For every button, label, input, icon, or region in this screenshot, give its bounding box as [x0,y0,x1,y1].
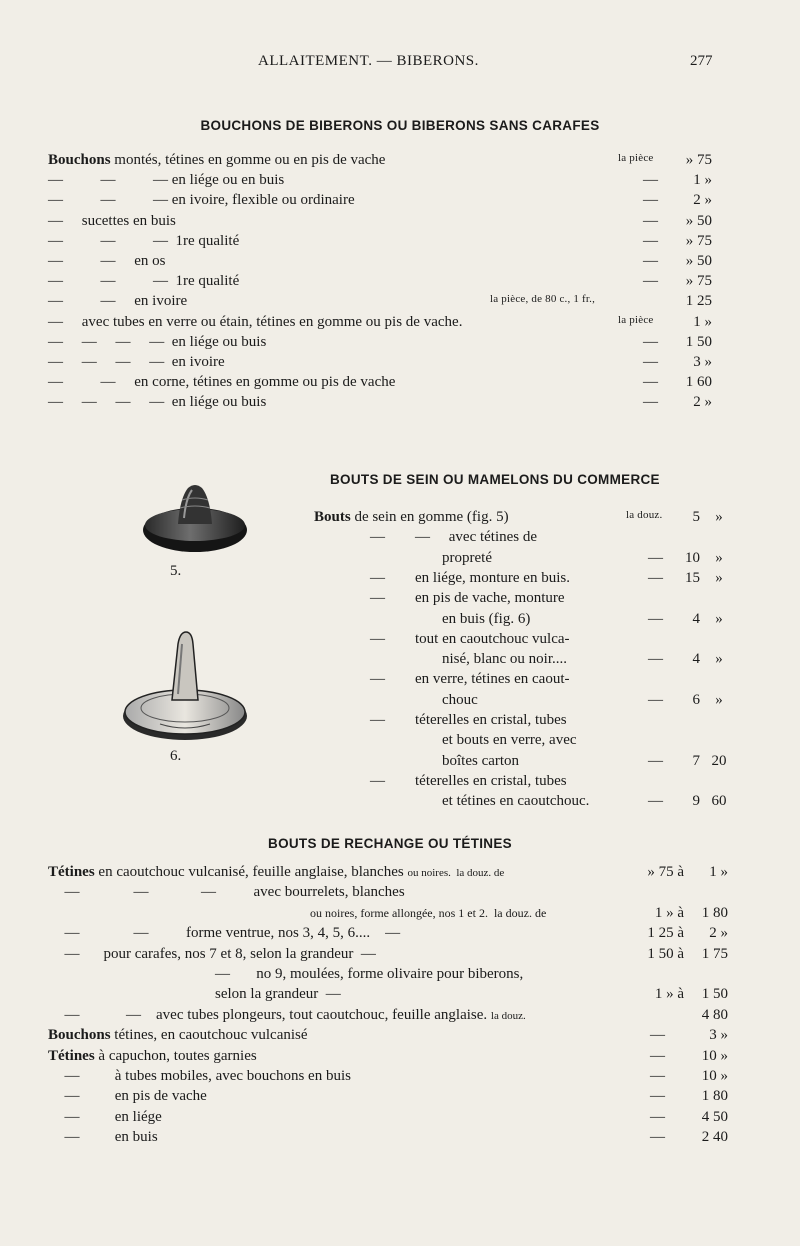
price-row [0,374,800,394]
price-row [0,273,800,293]
item-lead: — [64,1068,80,1084]
item-text: en buis (fig. 6) [442,610,531,627]
price-from: 1 50 à [647,945,684,962]
item-lead: — — — — [48,394,165,411]
price: » 75 [685,152,712,168]
price-to: 2 » [709,925,728,942]
price-row [0,773,800,793]
item-description [48,172,284,189]
item-text: à tubes mobiles, avec bouchons en buis [96,1068,351,1084]
unit-label: — [643,172,658,189]
price-to: 4 50 [701,1108,728,1125]
item-lead: — [48,212,63,229]
item-text: à capuchon, toutes garnies [94,1047,257,1064]
price-row [0,1109,800,1129]
item-description [48,293,187,310]
item-description [48,1068,351,1085]
item-description [48,925,400,942]
price-row [0,946,800,966]
price-row [0,213,800,233]
item-lead: Tétines [48,1047,95,1064]
price-row [0,1048,800,1068]
item-lead: — — — — [48,354,165,370]
price: 1 25 [685,293,712,310]
price-row [0,1129,800,1149]
item-description [48,394,266,411]
unit-label: ou noires, forme allongée, nos 1 et 2. la douz. de [310,905,547,920]
item-text: boîtes carton [442,752,520,769]
item-text: — tout en caoutchouc vulca- [370,630,570,647]
unit-label: — [650,1047,665,1064]
price: 1 50 [685,333,712,350]
unit-label: — [643,253,658,269]
price-centimes: » [715,651,723,668]
item-description [48,334,266,351]
price-row [0,354,800,374]
item-text: — avec tubes plongeurs, tout caoutchouc, feuille anglaise. [96,1006,488,1023]
item-text: avec tubes en verre ou étain, tétines en gomme ou pis de vache. [63,313,463,330]
item-description [48,152,385,169]
item-description [48,1088,207,1105]
price-from: 1 » à [654,986,684,1003]
price-francs: 7 [692,752,700,769]
item-description [48,233,239,250]
unit-label: — [648,549,663,566]
item-text: — — avec bourrelets, blanches [96,884,405,901]
item-text: en pis de vache [96,1088,207,1105]
price-row [0,1088,800,1108]
item-text: nisé, blanc ou noir.... [442,651,567,668]
price-to: 3 » [709,1027,728,1044]
price-francs: 4 [692,610,700,627]
running-title: ALLAITEMENT. — BIBERONS. [258,53,479,69]
unit-label: — [643,354,658,370]
unit-label: la douz. [490,1009,526,1022]
price-row [0,884,800,904]
price: » 75 [685,232,712,249]
unit-label: — [648,793,663,810]
item-description [310,905,546,922]
item-description [48,1007,526,1024]
item-text: tétines, en caoutchouc vulcanisé [110,1027,308,1044]
item-lead: Bouchons [48,152,111,168]
item-text: en buis [96,1129,158,1146]
item-description [48,1109,162,1126]
item-text: — téterelles en cristal, tubes [370,772,567,789]
price-francs: 15 [685,569,700,586]
item-text: et tétines en caoutchouc. [442,793,590,810]
item-text: 1re qualité [168,232,240,249]
unit-label: — [648,610,663,627]
price-row [0,314,800,334]
price-row [0,253,800,273]
price-to: 10 » [701,1068,728,1084]
price-row [0,864,800,884]
item-description [48,1048,257,1065]
item-text: en corne, tétines en gomme ou pis de vache [115,374,396,391]
item-text: en liége ou buis [164,394,267,411]
item-lead: — — — — [48,333,165,350]
item-description [48,1027,308,1044]
price-row [0,732,800,752]
figure-5-label: 5. [170,563,182,579]
section-title-bouts-de-rechange: BOUTS DE RECHANGE OU TÉTINES [268,836,512,851]
item-text: propreté [442,549,492,566]
unit-label: — [643,333,658,350]
running-header [0,53,800,73]
unit-label: ou noires. la douz. de [407,867,505,879]
page-number: 277 [690,53,713,69]
item-text: pour carafes, nos 7 et 8, selon la grandeur — [96,945,376,962]
unit-label: — [650,1068,665,1084]
item-lead: — — — [48,273,168,290]
unit-label: — [643,192,658,209]
item-lead: — [64,1108,80,1125]
item-description [48,213,176,230]
unit-label: — [648,691,663,708]
price: 1 60 [685,374,712,391]
item-text: en ivoire [164,354,225,370]
price-francs: 4 [692,651,700,668]
item-lead: — — — [48,172,168,189]
unit-label: — [643,273,658,290]
price-centimes: 60 [711,793,727,810]
item-description [48,864,504,881]
item-description [48,314,462,331]
price-francs: 9 [692,793,700,810]
price-francs: 5 [692,509,700,525]
unit-label: la pièce [618,313,654,326]
price-row [0,692,800,712]
item-lead: — [64,884,80,901]
item-lead: — — — [48,192,168,209]
item-text: en caoutchouc vulcanisé, feuille anglaise, blanches [94,864,404,880]
item-text: — forme ventrue, nos 3, 4, 5, 6.... — [96,925,401,942]
unit-label: — [643,374,658,391]
unit-label: — [650,1129,665,1146]
price-row [0,233,800,253]
item-description [48,253,166,270]
price: 2 » [693,192,712,209]
price-row [0,550,800,570]
item-text: sucettes en buis [63,212,176,229]
price-row [0,529,800,549]
unit-label: la douz. [626,509,663,521]
item-text: en liége ou buis [164,333,267,350]
item-text: — en liége, monture en buis. [370,569,570,586]
item-description [215,986,341,1003]
price-row [0,651,800,671]
price: » 75 [685,273,712,290]
price: » 50 [685,212,712,229]
price-centimes: » [715,509,723,525]
price-to: 4 80 [701,1006,728,1023]
price-row [0,986,800,1006]
price-to: 1 80 [701,904,728,921]
item-description [48,374,395,391]
item-lead: — [64,925,80,942]
price-row [0,631,800,651]
unit-label: la pièce [618,152,654,164]
item-text: 1re qualité [168,273,240,290]
price-row [0,152,800,172]
item-description [48,192,355,209]
item-lead: — [64,1129,80,1146]
item-text: — — avec tétines de [370,529,538,546]
price: » 50 [685,253,712,269]
item-lead: — [48,313,63,330]
price-row [0,590,800,610]
price-row [0,1027,800,1047]
item-text: — en verre, tétines en caout- [370,671,570,688]
price-to: 10 » [701,1047,728,1064]
price-to: 1 » [709,864,728,880]
item-description [48,1129,158,1146]
price: 1 » [693,172,712,189]
price-row [0,753,800,773]
item-text: en liége [96,1108,162,1125]
item-text: montés, tétines en gomme ou en pis de vache [110,152,386,168]
unit-label: — [643,232,658,249]
item-lead: — — [48,293,116,310]
price-centimes: » [715,610,723,627]
price-row [0,793,800,813]
unit-label: — [650,1108,665,1125]
section-title-bouts-de-sein: BOUTS DE SEIN OU MAMELONS DU COMMERCE [330,472,660,487]
unit-label: — [650,1027,665,1044]
price-row [0,570,800,590]
price-row [0,394,800,414]
unit-label: — [643,394,658,411]
item-lead: Bouchons [48,1027,111,1044]
item-lead: — — [48,374,116,391]
item-text: en liége ou en buis [168,172,285,189]
price-centimes: 20 [711,752,727,769]
price-centimes: » [715,549,723,566]
item-text: et bouts en verre, avec [442,732,577,749]
item-description [48,884,405,901]
price-row [0,966,800,986]
price-row [0,172,800,192]
price-to: 2 40 [701,1129,728,1146]
price-row [0,1068,800,1088]
price-to: 1 75 [701,945,728,962]
unit-label: — [648,752,663,769]
price-francs: 10 [685,549,700,566]
item-text: — en pis de vache, monture [370,590,565,607]
unit-label: — [650,1088,665,1105]
price-row [0,712,800,732]
item-lead: Tétines [48,864,95,880]
price: 1 » [693,313,712,330]
item-text: selon la grandeur — [215,986,341,1003]
price-row [0,611,800,631]
price-row [0,192,800,212]
price-to: 1 80 [701,1088,728,1105]
unit-label: la pièce, de 80 c., 1 fr., [490,293,596,306]
item-lead: — — [48,253,116,269]
unit-label: — [648,651,663,668]
price-francs: 6 [692,691,700,708]
section-title-bouchons: BOUCHONS DE BIBERONS OU BIBERONS SANS CARAFES [200,118,600,133]
item-text: en os [115,253,166,269]
price-row [0,905,800,925]
item-text: — no 9, moulées, forme olivaire pour biberons, [215,966,524,982]
item-text: en ivoire, flexible ou ordinaire [168,192,355,209]
price-row [0,293,800,313]
price: 2 » [693,394,712,411]
item-text: chouc [442,691,478,708]
item-text: en ivoire [115,293,188,310]
item-text: Bouts de sein en gomme (fig. 5) [314,509,509,525]
price-from: 1 » à [654,904,684,921]
item-lead: — [64,945,80,962]
figure-6-label: 6. [170,748,182,764]
price-row [0,671,800,691]
item-text: — téterelles en cristal, tubes [370,712,567,728]
item-lead: — [64,1006,80,1023]
price-from: » 75 à [647,864,684,880]
price-row [0,509,800,529]
item-description [48,354,225,371]
item-lead: — [64,1088,80,1105]
price: 3 » [693,354,712,370]
unit-label: — [643,212,658,229]
price-row [0,334,800,354]
price-to: 1 50 [701,986,728,1003]
item-description [48,273,239,290]
price-row [0,1007,800,1027]
item-description [48,946,376,963]
price-row [0,925,800,945]
price-from: 1 25 à [647,925,684,942]
price-centimes: » [715,691,723,708]
item-description [215,966,523,983]
unit-label: — [648,569,663,586]
item-lead: — — — [48,232,168,249]
price-centimes: » [715,569,723,586]
